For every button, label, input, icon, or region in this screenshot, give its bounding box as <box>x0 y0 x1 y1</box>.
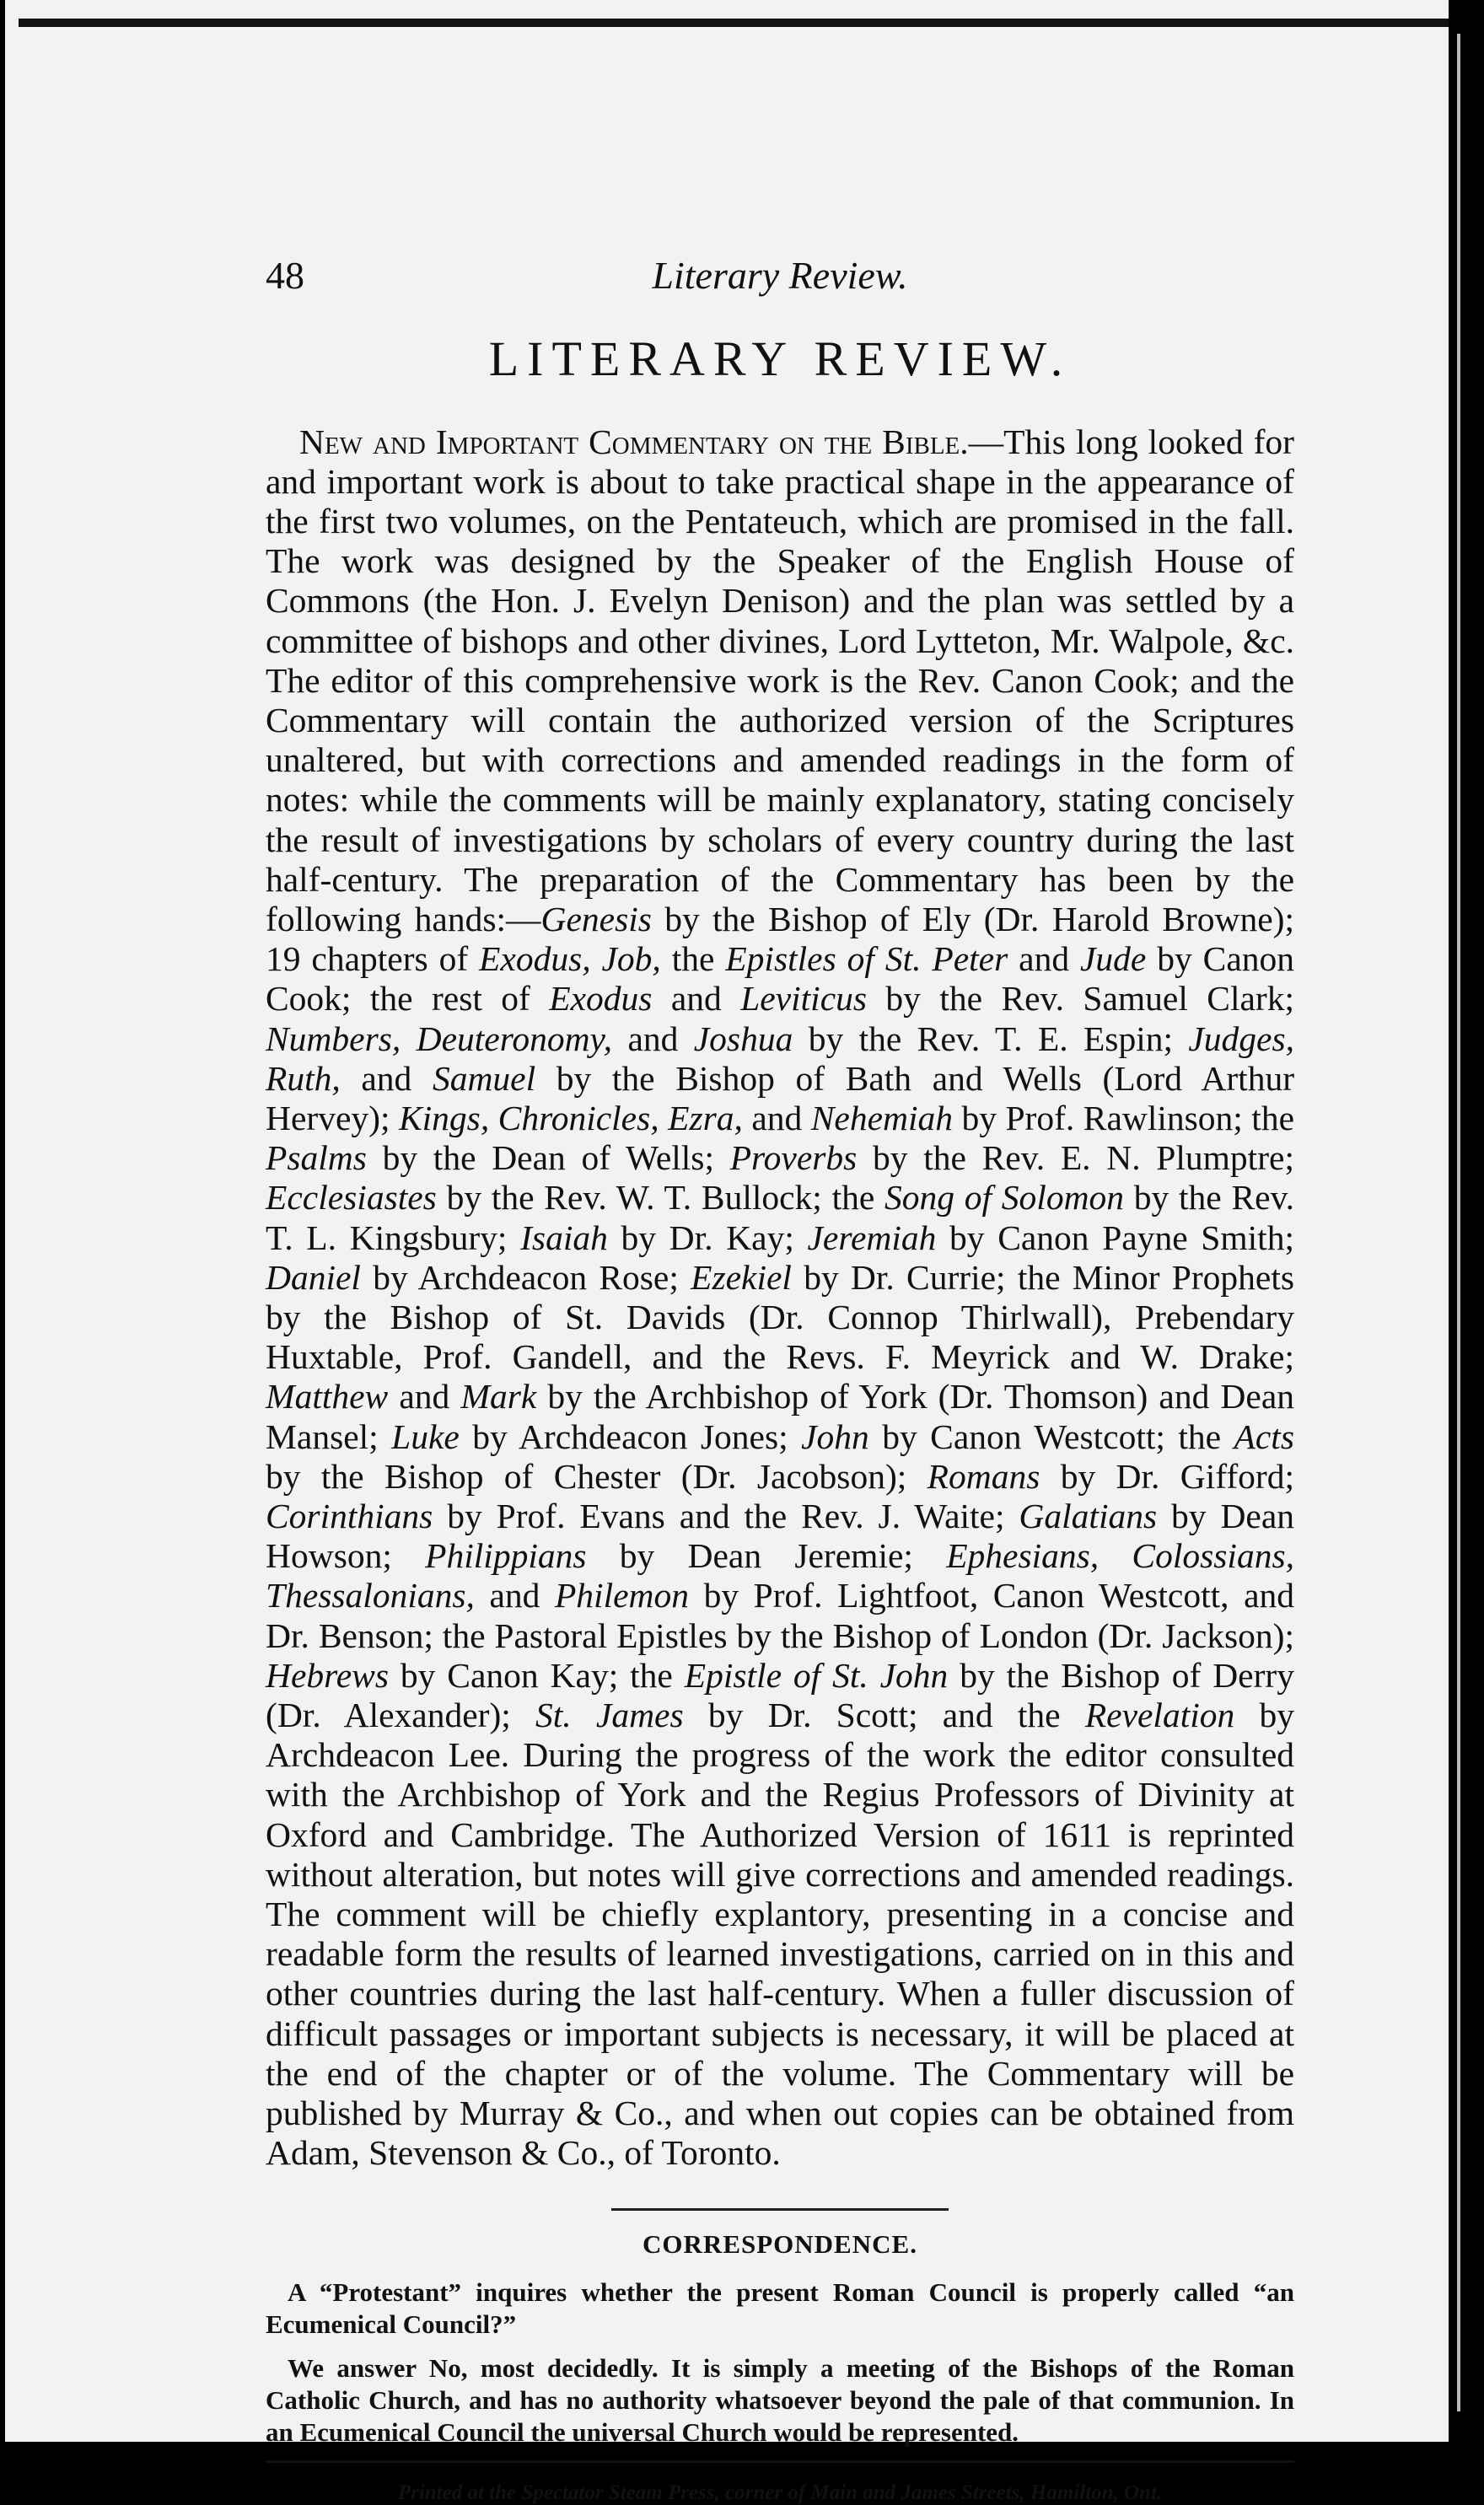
text-column <box>266 253 1294 2505</box>
body-run: and <box>340 1058 433 1098</box>
italic-title: Epistle of St. John <box>684 1655 949 1695</box>
italic-title: Exodus, Job, <box>479 939 661 979</box>
correspondence-answer: We answer No, most decidedly. It is simply a meeting of the Bishops of the Roman Catholic Church, and has no authority whatsoever beyond the pale of that communion. In an Ecumenical Council the universal Church would be represented. <box>266 2352 1294 2447</box>
italic-title: St. James <box>535 1696 684 1734</box>
running-head <box>266 253 1294 312</box>
body-run: —This long looked for and important work is about to take practical shape in the appearance of the first two volumes, on the Pentateuch, which are promised in the fall. The work was designed by the Speaker of the English House of Commons (the Hon. J. Evelyn Denison) and the plan was settled by a committee of bishops and other divines, Lord Lytteton, Mr. Walpole, &c. The editor of this comprehensive work is the Rev. Canon Cook; and the Commentary will contain the authorized version of the Scriptures unaltered, but with corrections and amended readings in the form of notes: while the comments will be mainly explanatory, stating concisely the result of investigations by scholars of every country during the last half-century. The preparation of the Commentary has been by the following hands:— <box>266 422 1294 938</box>
article-heading: New and Important Commentary on the Bible. <box>299 422 969 461</box>
body-run: and <box>474 1576 555 1615</box>
italic-title: John <box>801 1416 869 1456</box>
body-run: by Dr. Currie; the Minor Prophets by the Bishop of St. Davids (Dr. Connop Thirlwall), Prebendary Huxtable, Prof. Gandell, and the Revs. F. Meyrick and W. Drake; <box>266 1257 1295 1377</box>
body-run: by Dean Howson; <box>266 1496 1295 1576</box>
body-run: by Dr. Kay; <box>607 1218 808 1257</box>
body-run: by the Bishop of Bath and Wells (Lord Arthur Hervey); <box>266 1058 1295 1137</box>
italic-title: Leviticus <box>740 979 868 1019</box>
italic-title: Jude <box>1079 939 1147 979</box>
italic-title: Philippians <box>425 1536 587 1576</box>
body-run: and <box>652 979 741 1019</box>
body-run: by Archdeacon Lee. During the progress of the work the editor consulted with the Archbishop of York and the Regius Professors of Divinity at Oxford and Cambridge. The Authorized Version of 1611 is reprinted without alteration, but notes will give corrections and amended readings. The comment will be chiefly explantory, presenting in a concise and readable form the results of learned investigations, carried on in this and other countries during the last half-century. When a fuller discussion of difficult passages or important subjects is necessary, it will be placed at the end of the chapter or of the volume. The Commentary will be published by Murray & Co., and when out copies can be obtained from Adam, Stevenson & Co., of Toronto. <box>266 1696 1294 2173</box>
italic-title: Genesis <box>540 899 652 938</box>
italic-title: Ecclesiastes <box>266 1178 437 1218</box>
body-run: by the Dean of Wells; <box>366 1138 730 1178</box>
body-run: by the Rev. W. T. Bullock; the <box>436 1178 885 1218</box>
section-divider <box>611 2208 949 2211</box>
italic-title: Ezekiel <box>691 1257 792 1297</box>
italic-title: Philemon <box>554 1576 690 1615</box>
italic-title: Romans <box>927 1456 1040 1496</box>
body-run: by Canon Cook; the rest of <box>266 939 1294 1019</box>
body-run: by the Archbishop of York (Dr. Thomson) and Dean Mansel; <box>266 1377 1294 1456</box>
italic-title: Ephesians, Colossians, Thessalonians, <box>266 1536 1294 1615</box>
footer-rule <box>266 2460 1294 2463</box>
italic-title: Matthew <box>266 1377 389 1416</box>
italic-title: Galatians <box>1019 1496 1158 1535</box>
body-run: by Canon Kay; the <box>389 1655 685 1695</box>
italic-title: Hebrews <box>266 1655 389 1695</box>
body-run: by Dr. Scott; and the <box>683 1696 1085 1734</box>
body-run: by Prof. Rawlinson; the <box>953 1098 1294 1137</box>
italic-title: Jeremiah <box>807 1218 937 1257</box>
page-number: 48 <box>266 254 304 297</box>
italic-title: Psalms <box>266 1138 367 1178</box>
body-run: by the Bishop of Derry (Dr. Alexander); <box>266 1655 1294 1734</box>
italic-title: Nehemiah <box>810 1098 954 1137</box>
italic-title: Daniel <box>266 1257 361 1297</box>
body-run: by Canon Payne Smith; <box>936 1218 1294 1257</box>
article-body <box>266 422 1294 2174</box>
body-run: by the Bishop of Chester (Dr. Jacobson); <box>266 1456 928 1496</box>
italic-title: Proverbs <box>729 1138 858 1178</box>
scan-edge <box>1449 0 1484 2442</box>
italic-title: Luke <box>391 1416 460 1456</box>
body-run: and <box>742 1098 811 1137</box>
body-run: by the Rev. Samuel Clark; <box>867 979 1294 1019</box>
body-run: by Canon Westcott; the <box>868 1416 1234 1456</box>
italic-title: Corinthians <box>266 1496 433 1535</box>
italic-title: Judges, Ruth, <box>266 1019 1295 1098</box>
body-run: by the Rev. T. E. Espin; <box>793 1019 1189 1058</box>
body-run: by the Rev. E. N. Plumptre; <box>857 1138 1294 1178</box>
body-run: and <box>612 1019 694 1058</box>
body-run: the <box>660 939 726 979</box>
running-title: Literary Review. <box>652 254 908 297</box>
italic-title: Numbers, Deuteronomy, <box>266 1019 613 1058</box>
correspondence-question: A “Protestant” inquires whether the present Roman Council is properly called “an Ecumenical Council?” <box>266 2277 1294 2339</box>
body-run: by Archdeacon Rose; <box>360 1257 691 1297</box>
italic-title: Acts <box>1234 1416 1294 1456</box>
body-run: by Dr. Gifford; <box>1040 1456 1294 1496</box>
body-run: by Prof. Evans and the Rev. J. Waite; <box>433 1496 1019 1535</box>
italic-title: Mark <box>460 1377 537 1416</box>
scan-edge-line <box>1457 34 1460 2411</box>
section-title: LITERARY REVIEW. <box>488 331 1072 386</box>
top-border-line <box>19 19 1452 27</box>
body-run: by the Rev. T. L. Kingsbury; <box>266 1178 1295 1257</box>
italic-title: Revelation <box>1084 1696 1235 1734</box>
italic-title: Isaiah <box>520 1218 608 1257</box>
italic-title: Samuel <box>432 1058 536 1098</box>
italic-title: Epistles of St. Peter <box>725 939 1008 979</box>
body-run: by the Bishop of Ely (Dr. Harold Browne); 19 chapters of <box>266 899 1294 979</box>
italic-title: Song of Solomon <box>884 1178 1125 1218</box>
body-run: by Prof. Lightfoot, Canon Westcott, and Dr. Benson; the Pastoral Epistles by the Bishop of London (Dr. Jackson); <box>266 1576 1294 1655</box>
italic-title: Exodus <box>549 979 653 1019</box>
body-run: and <box>1008 939 1080 979</box>
italic-title: Kings, Chronicles, Ezra, <box>398 1098 743 1137</box>
body-run: by Archdeacon Jones; <box>459 1416 802 1456</box>
correspondence-heading: CORRESPONDENCE. <box>643 2228 917 2259</box>
printer-imprint: Printed at the Spectator Steam Press, corner of Main and James Streets, Hamilton, Ont. <box>397 2481 1163 2504</box>
italic-title: Joshua <box>693 1019 793 1058</box>
body-run: and <box>388 1377 461 1416</box>
body-run: by Dean Jeremie; <box>586 1536 947 1576</box>
